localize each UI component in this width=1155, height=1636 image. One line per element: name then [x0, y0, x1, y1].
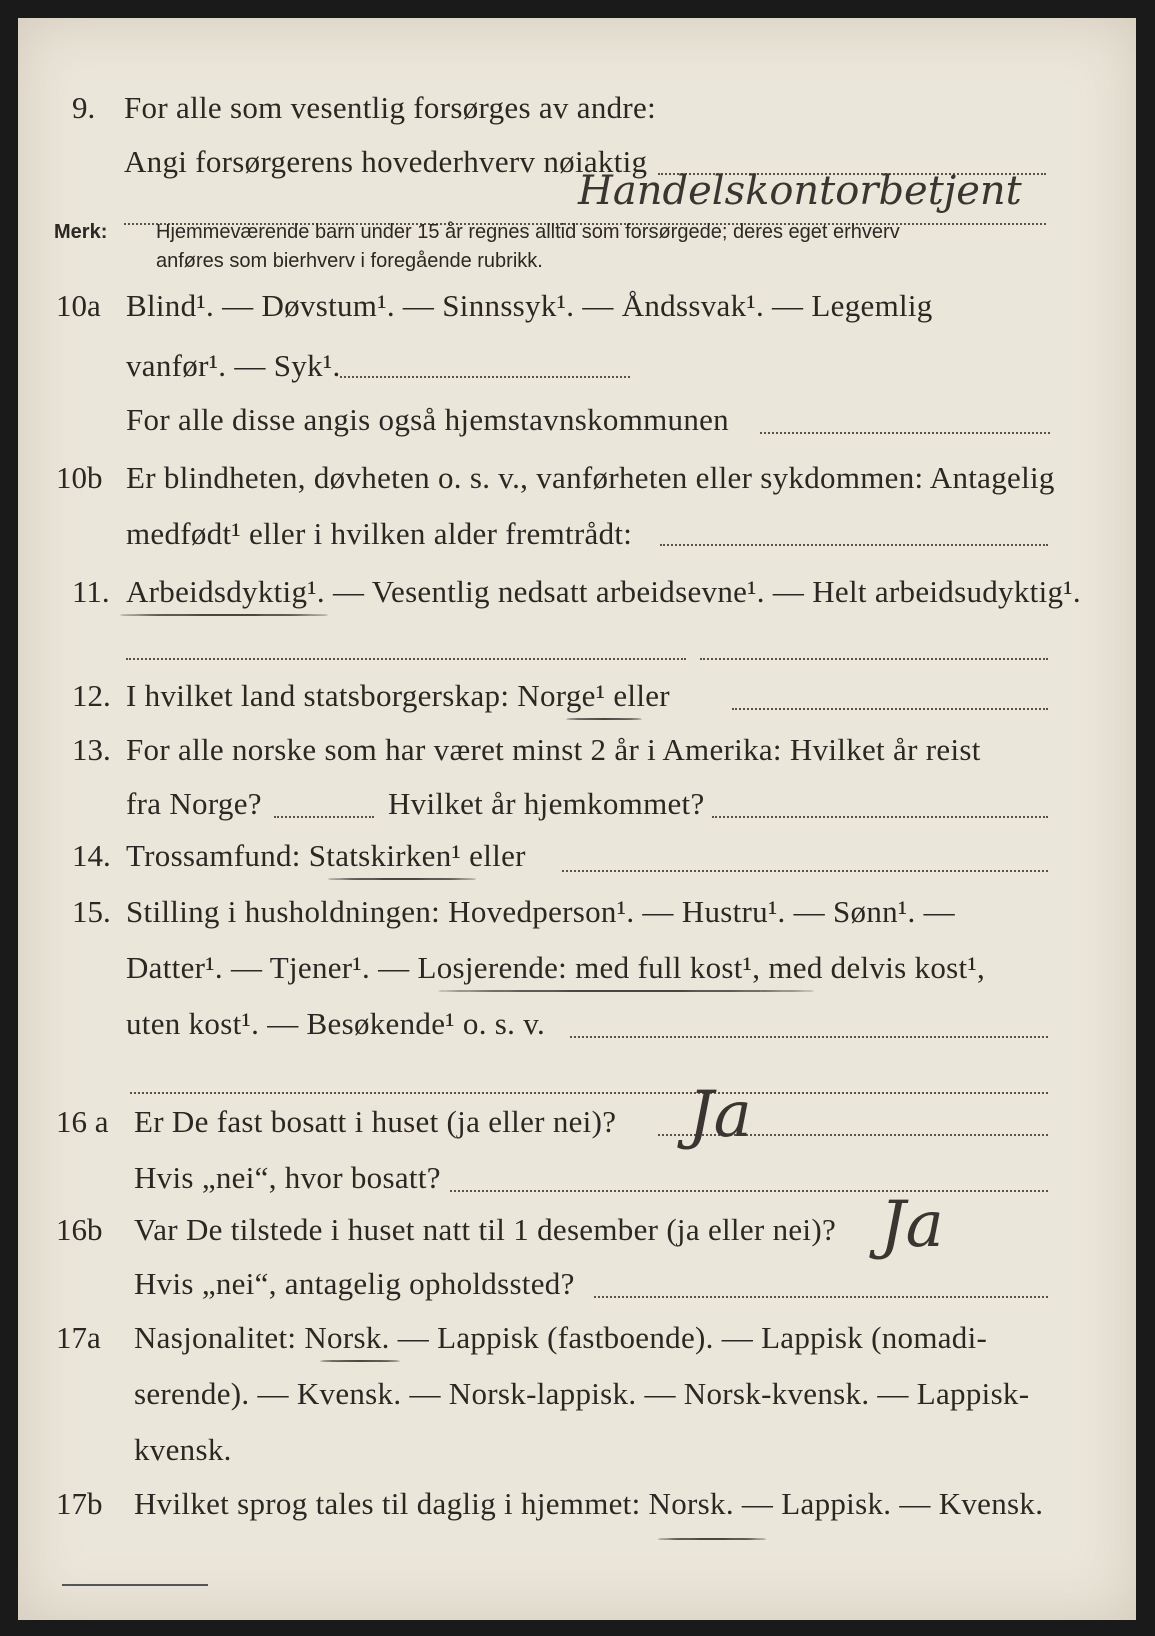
question-10a-line-1: Blind¹. — Døvstum¹. — Sinnssyk¹. — Åndssvak¹. — Legemlig [126, 288, 933, 323]
answer-line [126, 658, 686, 660]
census-form-page [18, 18, 1136, 1620]
question-17a-line-1: Nasjonalitet: Norsk. — Lappisk (fastboende). — Lappisk (nomadi- [134, 1320, 988, 1355]
handwritten-answer-16b: Ja [880, 1188, 944, 1262]
question-17a-line-3: kvensk. [134, 1432, 232, 1467]
question-10a-line-2: vanfør¹. — Syk¹. [126, 348, 341, 383]
note-label: Merk: [54, 221, 108, 243]
handwritten-answer-16a: Ja [688, 1078, 752, 1152]
question-14-line-1: Trossamfund: Statskirken¹ eller [126, 838, 526, 873]
handwritten-underline [658, 1538, 766, 1540]
question-16b-line-2: Hvis „nei“, antagelig opholdssted? [134, 1266, 575, 1301]
footnote-rule [62, 1584, 208, 1586]
item-number-15: 15. [72, 894, 111, 929]
question-13-line-2b: Hvilket år hjemkommet? [388, 786, 705, 821]
answer-line [130, 1092, 1048, 1094]
item-number-17b: 17b [56, 1486, 103, 1521]
answer-line [760, 432, 1050, 434]
question-10b-line-2: medfødt¹ eller i hvilken alder fremtrådt: [126, 516, 633, 551]
handwritten-underline [328, 878, 476, 880]
answer-line [732, 708, 1048, 710]
handwritten-underline [438, 990, 814, 992]
question-17b-line-1: Hvilket sprog tales til daglig i hjemmet: Norsk. — Lappisk. — Kvensk. [134, 1486, 1044, 1521]
question-13-line-1: For alle norske som har været minst 2 år i Amerika: Hvilket år reist [126, 732, 981, 767]
question-16a-line-1: Er De fast bosatt i huset (ja eller nei)? [134, 1104, 617, 1139]
item-number-17a: 17a [56, 1320, 101, 1355]
question-12-line-1: I hvilket land statsborgerskap: Norge¹ eller [126, 678, 670, 713]
answer-line [712, 816, 1048, 818]
answer-line [274, 816, 374, 818]
note-line-1: Hjemmeværende barn under 15 år regnes alltid som forsørgede; deres eget erhverv [156, 221, 900, 243]
item-number-16b: 16b [56, 1212, 103, 1247]
item-number-14: 14. [72, 838, 111, 873]
answer-line [570, 1036, 1048, 1038]
item-number-13: 13. [72, 732, 111, 767]
item-number-11: 11. [72, 574, 110, 609]
note-line-2: anføres som bierhverv i foregående rubrikk. [156, 250, 543, 272]
item-number-9: 9. [72, 90, 96, 125]
question-9-line-2: Angi forsørgerens hovederhverv nøiaktig [124, 144, 648, 179]
answer-line [700, 658, 1048, 660]
answer-line [660, 544, 1048, 546]
item-number-10a: 10a [56, 288, 101, 323]
question-13-line-2a: fra Norge? [126, 786, 262, 821]
answer-line [340, 376, 630, 378]
handwritten-answer-occupation: Handelskontorbetjent [578, 168, 1022, 214]
question-15-line-1: Stilling i husholdningen: Hovedperson¹. — Hustru¹. — Sønn¹. — [126, 894, 955, 929]
answer-line [450, 1190, 1048, 1192]
handwritten-underline [120, 614, 328, 616]
question-15-line-3: uten kost¹. — Besøkende¹ o. s. v. [126, 1006, 546, 1041]
question-17a-line-2: serende). — Kvensk. — Norsk-lappisk. — Norsk-kvensk. — Lappisk- [134, 1376, 1030, 1411]
question-16b-line-1: Var De tilstede i huset natt til 1 desember (ja eller nei)? [134, 1212, 837, 1247]
question-15-line-2: Datter¹. — Tjener¹. — Losjerende: med full kost¹, med delvis kost¹, [126, 950, 986, 985]
question-9-line-1: For alle som vesentlig forsørges av andre: [124, 90, 657, 125]
question-16a-line-2: Hvis „nei“, hvor bosatt? [134, 1160, 441, 1195]
answer-line [594, 1296, 1048, 1298]
item-number-12: 12. [72, 678, 111, 713]
answer-line [562, 870, 1048, 872]
handwritten-underline [320, 1360, 400, 1362]
item-number-16a: 16 a [56, 1104, 109, 1139]
question-10a-line-3: For alle disse angis også hjemstavnskommunen [126, 402, 729, 437]
handwritten-underline [566, 718, 642, 720]
item-number-10b: 10b [56, 460, 103, 495]
question-10b-line-1: Er blindheten, døvheten o. s. v., vanførheten eller sykdommen: Antagelig [126, 460, 1055, 495]
question-11-line-1: Arbeidsdyktig¹. — Vesentlig nedsatt arbeidsevne¹. — Helt arbeidsudyktig¹. [126, 574, 1081, 609]
